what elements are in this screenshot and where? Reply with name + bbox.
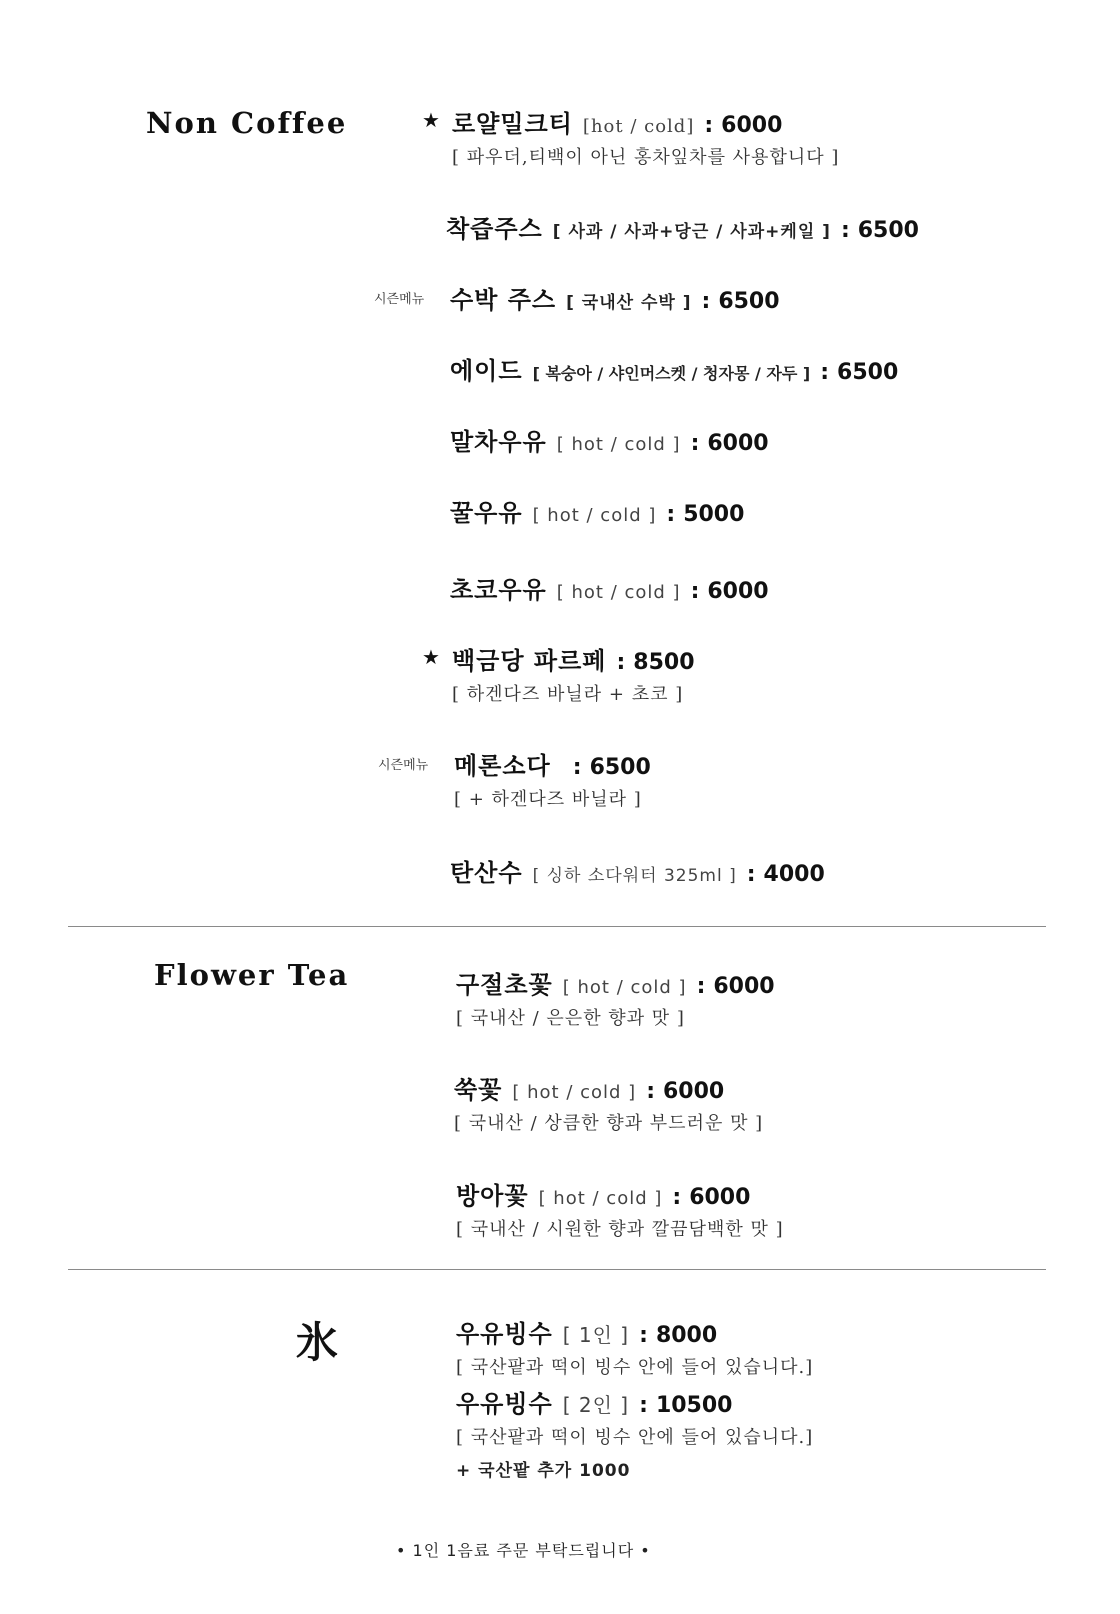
item-price: 6000 [663, 1079, 725, 1104]
menu-item-royal-milk-tea [452, 104, 839, 169]
menu-item-ssukkot [454, 1070, 763, 1135]
season-menu-label: 시즌메뉴 [378, 758, 429, 773]
item-colon: : [840, 218, 850, 243]
item-description: [ 국내산 / 상큼한 향과 부드러운 맛 ] [454, 1113, 764, 1134]
section-divider [68, 1269, 1046, 1270]
section-divider [68, 926, 1046, 927]
item-price: 6000 [689, 1185, 751, 1210]
item-name: 구절초꽃 [456, 971, 553, 999]
item-name: 말차우유 [450, 428, 547, 456]
item-price: 8500 [633, 650, 695, 675]
item-price: 5000 [683, 502, 745, 527]
addon-red-bean: + 국산팥 추가 1000 [456, 1461, 631, 1481]
section-title-flower-tea: Flower Tea [154, 958, 350, 992]
item-name: 쑥꽃 [454, 1076, 503, 1104]
item-options: [ 1인 ] [562, 1323, 630, 1347]
item-description: [ 국내산 / 시원한 향과 깔끔담백한 맛 ] [456, 1219, 784, 1240]
season-menu-label: 시즌메뉴 [374, 292, 425, 307]
item-options: [ hot / cold ] [562, 977, 687, 998]
item-description: [ 국산팥과 떡이 빙수 안에 들어 있습니다.] [456, 1357, 814, 1378]
star-icon: ★ [422, 645, 440, 669]
item-price: 6000 [707, 431, 769, 456]
item-colon: : [572, 755, 582, 780]
item-options: [ 2인 ] [562, 1393, 630, 1417]
section-title-ice: 氷 [296, 1318, 339, 1367]
item-name: 메론소다 [454, 752, 551, 780]
item-price: 6000 [721, 113, 783, 138]
footer-notice: • 1인 1음료 주문 부탁드립니다 • [396, 1541, 651, 1560]
item-name: 우유빙수 [456, 1390, 553, 1418]
item-options: [ 싱하 소다워터 325ml ] [532, 866, 737, 886]
item-options: [ hot / cold ] [512, 1082, 637, 1103]
star-icon: ★ [422, 108, 440, 132]
item-colon: : [704, 113, 714, 138]
item-colon: : [746, 862, 756, 887]
item-options: [ 사과 / 사과+당근 / 사과+케일 ] [552, 222, 831, 242]
item-description: [ + 하겐다즈 바닐라 ] [454, 789, 642, 810]
menu-item-parfait [452, 641, 695, 706]
item-options: [ hot / cold ] [532, 505, 657, 526]
item-colon: : [666, 502, 676, 527]
item-colon: : [616, 650, 626, 675]
item-description: [ 국산팥과 떡이 빙수 안에 들어 있습니다.] [456, 1427, 814, 1448]
item-price: 6500 [589, 755, 651, 780]
item-options: [ hot / cold ] [556, 582, 681, 603]
menu-item-watermelon-juice [450, 280, 780, 315]
item-price: 10500 [655, 1393, 733, 1418]
item-colon: : [639, 1393, 648, 1418]
item-name: 탄산수 [450, 859, 523, 887]
item-name: 백금당 파르페 [452, 647, 607, 675]
item-price: 4000 [763, 862, 825, 887]
menu-item-choco-milk [450, 570, 769, 605]
item-name: 에이드 [450, 357, 523, 385]
menu-item-milk-bingsu-1 [456, 1314, 813, 1379]
item-colon: : [672, 1185, 682, 1210]
section-title-non-coffee: Non Coffee [146, 106, 348, 140]
item-name: 착즙주스 [446, 215, 543, 243]
item-description: [ 파우더,티백이 아닌 홍차잎차를 사용합니다 ] [452, 147, 840, 168]
item-options: [ hot / cold ] [556, 434, 681, 455]
item-colon: : [639, 1323, 648, 1348]
menu-item-ade [450, 351, 898, 386]
item-name: 로얄밀크티 [452, 110, 573, 138]
item-description: [ 하겐다즈 바닐라 + 초코 ] [452, 684, 684, 705]
menu-item-sparkling-water [450, 853, 825, 888]
item-price: 6500 [718, 289, 780, 314]
item-colon: : [701, 289, 711, 314]
menu-item-melon-soda [454, 746, 651, 811]
item-name: 우유빙수 [456, 1320, 553, 1348]
menu-item-cold-pressed-juice [446, 209, 919, 244]
item-price: 8000 [655, 1323, 718, 1348]
item-price: 6500 [837, 360, 899, 385]
item-description: [ 국내산 / 은은한 향과 맛 ] [456, 1008, 685, 1029]
item-price: 6000 [707, 579, 769, 604]
item-price: 6500 [857, 218, 919, 243]
item-colon: : [690, 431, 700, 456]
item-options: [ 국내산 수박 ] [566, 293, 692, 313]
menu-item-milk-bingsu-2 [456, 1384, 813, 1449]
menu-item-matcha-milk [450, 422, 769, 457]
menu-item-bangakkot [456, 1176, 784, 1241]
item-options: [ hot / cold ] [538, 1188, 663, 1209]
item-colon: : [696, 974, 706, 999]
item-price: 6000 [713, 974, 775, 999]
item-colon: : [690, 579, 700, 604]
item-options: [ 복숭아 / 샤인머스켓 / 청자몽 / 자두 ] [532, 364, 811, 383]
menu-item-gujeolcho [456, 965, 775, 1030]
item-name: 초코우유 [450, 576, 547, 604]
item-options: [hot / cold] [582, 116, 695, 137]
item-colon: : [820, 360, 830, 385]
menu-item-honey-milk [450, 493, 744, 528]
item-name: 방아꽃 [456, 1182, 529, 1210]
item-name: 수박 주스 [450, 286, 557, 314]
item-name: 꿀우유 [450, 499, 523, 527]
item-colon: : [646, 1079, 655, 1104]
